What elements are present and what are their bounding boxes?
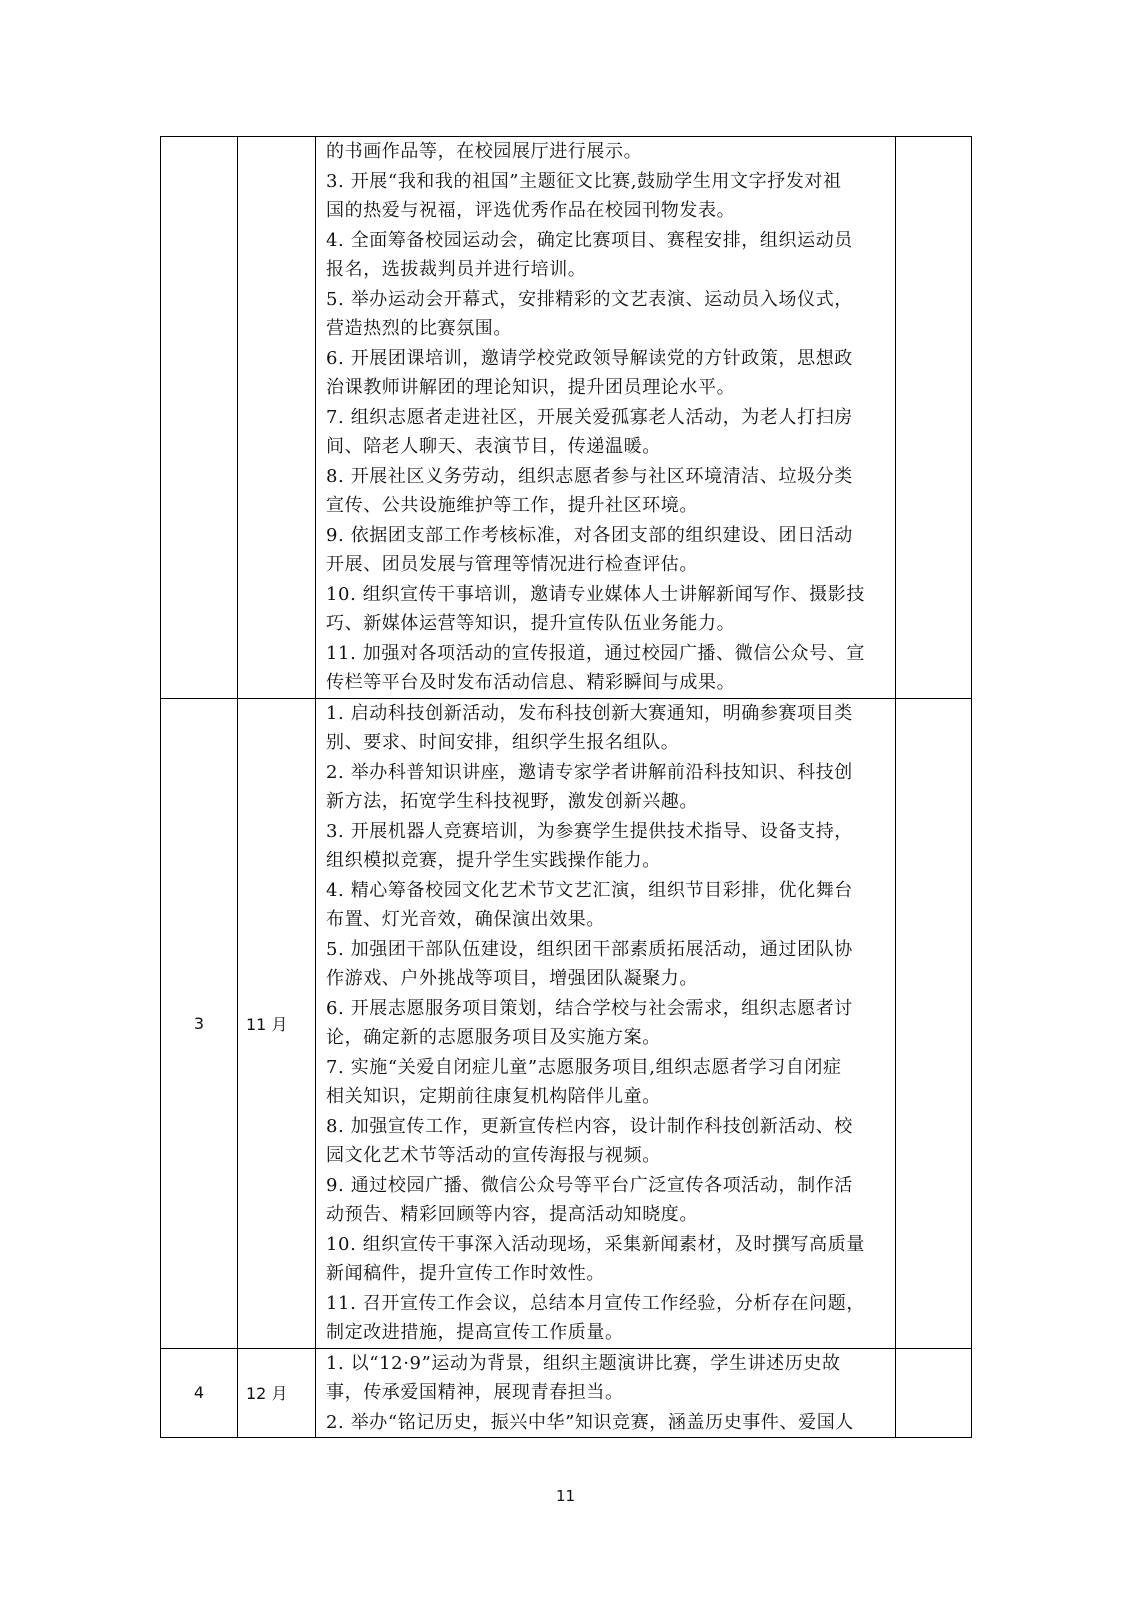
content-line: 3. 开展“我和我的祖国”主题征文比赛,鼓励学生用文字抒发对祖	[326, 170, 842, 192]
content-line: 新闻稿件，提升宣传工作时效性。	[326, 1263, 605, 1284]
row-index-cell: 4	[161, 1348, 238, 1438]
content-line: 9. 通过校园广播、微信公众号等平台广泛宣传各项活动，制作活	[326, 1174, 853, 1196]
row-index-cell	[161, 137, 238, 699]
content-line: 5. 举办运动会开幕式，安排精彩的文艺表演、运动员入场仪式，	[326, 288, 853, 310]
content-line: 报名，选拔裁判员并进行培训。	[326, 259, 587, 280]
row-month-cell: 11 月	[238, 698, 316, 1348]
content-line: 1. 以“12·9”运动为背景，组织主题演讲比赛，学生讲述历史故	[326, 1352, 841, 1374]
content-line: 巧、新媒体运营等知识，提升宣传队伍业务能力。	[326, 613, 736, 634]
content-line: 1. 启动科技创新活动，发布科技创新大赛通知，明确参赛项目类	[326, 702, 853, 724]
content-line: 11. 召开宣传工作会议，总结本月宣传工作经验，分析存在问题，	[326, 1292, 865, 1314]
row-note-cell	[896, 137, 972, 699]
content-line: 3. 开展机器人竞赛培训，为参赛学生提供技术指导、设备支持，	[326, 820, 853, 842]
content-line: 别、要求、时间安排，组织学生报名组队。	[326, 732, 680, 753]
content-line: 作游戏、户外挑战等项目，增强团队凝聚力。	[326, 968, 698, 989]
content-line: 事，传承爱国精神，展现青春担当。	[326, 1382, 624, 1403]
content-line: 论，确定新的志愿服务项目及实施方案。	[326, 1027, 661, 1048]
content-line: 7. 组织志愿者走进社区，开展关爱孤寡老人活动，为老人打扫房	[326, 406, 853, 428]
content-line: 4. 全面筹备校园运动会，确定比赛项目、赛程安排，组织运动员	[326, 229, 853, 251]
content-line: 治课教师讲解团的理论知识，提升团员理论水平。	[326, 377, 736, 398]
content-line: 传栏等平台及时发布活动信息、精彩瞬间与成果。	[326, 672, 736, 693]
content-line: 新方法，拓宽学生科技视野，激发创新兴趣。	[326, 791, 698, 812]
row-content-cell	[316, 1348, 896, 1438]
table-row	[161, 1348, 972, 1438]
content-line: 2. 举办“铭记历史，振兴中华”知识竞赛，涵盖历史事件、爱国人	[326, 1411, 854, 1433]
content-line: 10. 组织宣传干事培训，邀请专业媒体人士讲解新闻写作、摄影技	[326, 583, 865, 605]
row-content-cell	[316, 137, 896, 699]
table-row	[161, 698, 972, 1348]
row-index-cell: 3	[161, 698, 238, 1348]
content-line: 10. 组织宣传干事深入活动现场，采集新闻素材，及时撰写高质量	[326, 1233, 865, 1255]
row-note-cell	[896, 1348, 972, 1438]
content-line: 4. 精心筹备校园文化艺术节文艺汇演，组织节目彩排，优化舞台	[326, 879, 853, 901]
content-line: 开展、团员发展与管理等情况进行检查评估。	[326, 554, 698, 575]
page-number: 11	[555, 1487, 576, 1505]
plan-table-body	[161, 137, 972, 1438]
content-line: 相关知识，定期前往康复机构陪伴儿童。	[326, 1086, 661, 1107]
content-line: 的书画作品等，在校园展厅进行展示。	[326, 141, 643, 162]
content-line: 5. 加强团干部队伍建设，组织团干部素质拓展活动，通过团队协	[326, 938, 853, 960]
row-month-cell	[238, 137, 316, 699]
content-line: 7. 实施“关爱自闭症儿童”志愿服务项目,组织志愿者学习自闭症	[326, 1056, 842, 1078]
content-line: 6. 开展团课培训，邀请学校党政领导解读党的方针政策，思想政	[326, 347, 853, 369]
content-line: 布置、灯光音效，确保演出效果。	[326, 909, 605, 930]
content-line: 营造热烈的比赛氛围。	[326, 318, 512, 339]
content-line: 11. 加强对各项活动的宣传报道，通过校园广播、微信公众号、宣	[326, 642, 865, 664]
row-month-cell: 12 月	[238, 1348, 316, 1438]
content-line: 6. 开展志愿服务项目策划，结合学校与社会需求，组织志愿者讨	[326, 997, 853, 1019]
content-line: 间、陪老人聊天、表演节目，传递温暖。	[326, 436, 661, 457]
content-line: 制定改进措施，提高宣传工作质量。	[326, 1322, 624, 1343]
table-row	[161, 137, 972, 699]
content-line: 9. 依据团支部工作考核标准，对各团支部的组织建设、团日活动	[326, 524, 853, 546]
content-line: 组织模拟竞赛，提升学生实践操作能力。	[326, 850, 661, 871]
content-line: 园文化艺术节等活动的宣传海报与视频。	[326, 1145, 661, 1166]
content-line: 国的热爱与祝福，评选优秀作品在校园刊物发表。	[326, 200, 736, 221]
row-note-cell	[896, 698, 972, 1348]
content-line: 宣传、公共设施维护等工作，提升社区环境。	[326, 495, 698, 516]
content-line: 8. 加强宣传工作，更新宣传栏内容，设计制作科技创新活动、校	[326, 1115, 853, 1137]
content-line: 动预告、精彩回顾等内容，提高活动知晓度。	[326, 1204, 698, 1225]
row-content-cell	[316, 698, 896, 1348]
content-line: 8. 开展社区义务劳动，组织志愿者参与社区环境清洁、垃圾分类	[326, 465, 853, 487]
plan-table	[160, 136, 972, 1438]
content-line: 2. 举办科普知识讲座，邀请专家学者讲解前沿科技知识、科技创	[326, 761, 853, 783]
